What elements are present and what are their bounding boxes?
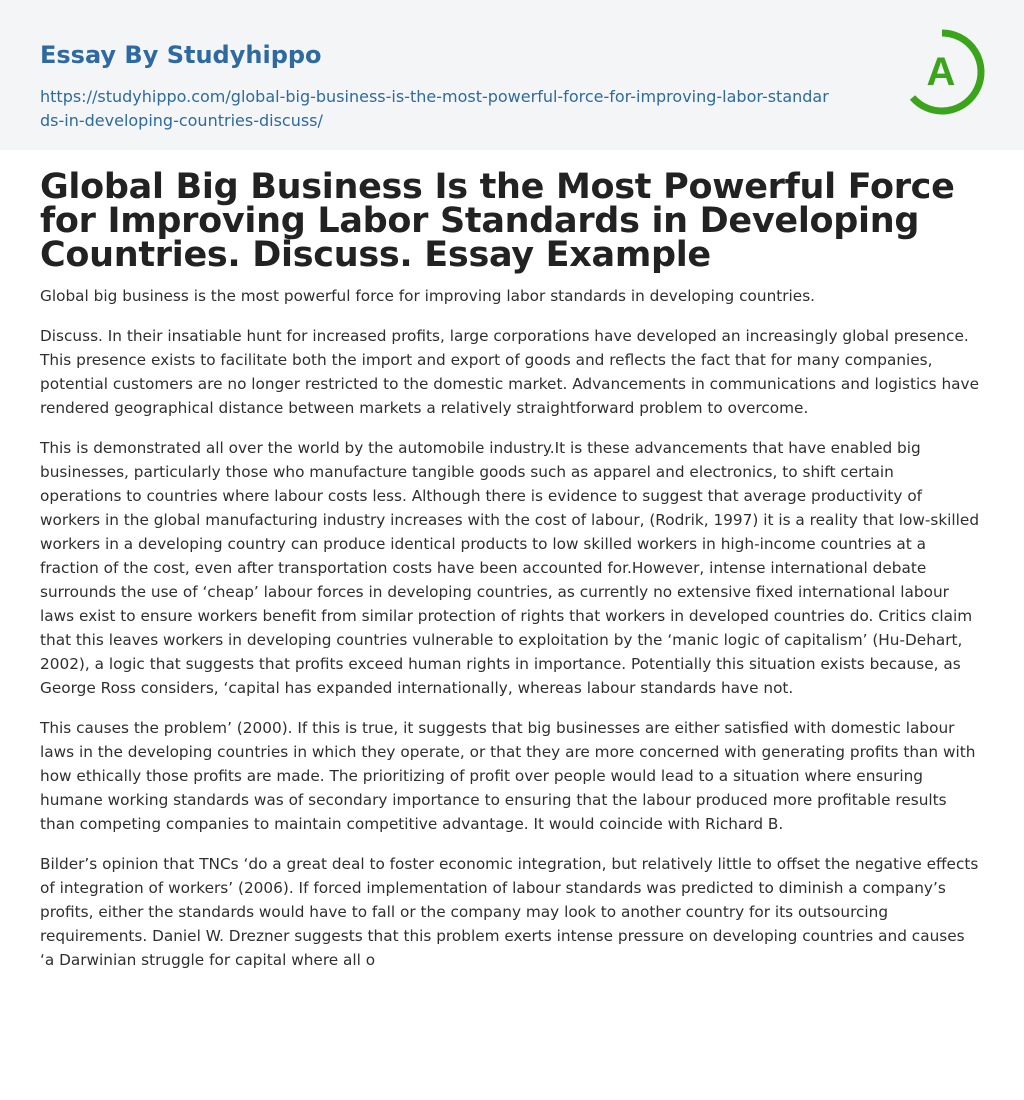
brand-title: Essay By Studyhippo <box>40 41 322 69</box>
logo-letter: A <box>926 50 956 94</box>
source-url-link[interactable]: https://studyhippo.com/global-big-business-is-the-most-powerful-force-for-improving-labor-standards-in-developing-countries-discuss/ <box>40 87 829 130</box>
logo-ring-icon <box>898 28 986 116</box>
paragraph-4: This causes the problem’ (2000). If this is true, it suggests that big businesses are either satisfied with domestic labour laws in the developing countries in which they operate, or that they are more concerned with generating profits than with how ethically those profits are made. The prioritizing of profit over people would lead to a situation where ensuring humane working standards was of secondary importance to ensuring that the labour produced more profitable results than competing companies to maintain competitive advantage. It would coincide with Richard B. <box>40 719 976 833</box>
paragraph-1: Global big business is the most powerful force for improving labor standards in developing countries. <box>40 287 816 305</box>
article-content <box>0 150 1024 972</box>
studyhippo-logo-icon[interactable] <box>898 28 986 116</box>
article-title: Global Big Business Is the Most Powerful Force for Improving Labor Standards in Developing Countries. Discuss. Essay Example <box>40 167 955 275</box>
page-header <box>0 0 1024 150</box>
paragraph-2: Discuss. In their insatiable hunt for increased profits, large corporations have developed an increasingly global presence. This presence exists to facilitate both the import and export of goods and reflects the fact that for many companies, potential customers are no longer restricted to the domestic market. Advancements in communications and logistics have rendered geographical distance between markets a relatively straightforward problem to overcome. <box>40 327 980 417</box>
paragraph-3: This is demonstrated all over the world by the automobile industry.It is these advancements that have enabled big businesses, particularly those who manufacture tangible goods such as apparel and electronics, to shift certain operations to countries where labour costs less. Although there is evidence to suggest that average productivity of workers in the global manufacturing industry increases with the cost of labour, (Rodrik, 1997) it is a reality that low-skilled workers in a developing country can produce identical products to low skilled workers in high-income countries at a fraction of the cost, even after transportation costs have been accounted for.However, intense international debate surrounds the use of ‘cheap’ labour forces in developing countries, as currently no extensive fixed international labour laws exist to ensure workers benefit from similar protection of rights that workers in developed countries do. Critics claim that this leaves workers in developing countries vulnerable to exploitation by the ‘manic logic of capitalism’ (Hu-Dehart, 2002), a logic that suggests that profits exceed human rights in importance. Potentially this situation exists because, as George Ross considers, ‘capital has expanded internationally, whereas labour standards have not. <box>40 439 980 697</box>
paragraph-5: Bilder’s opinion that TNCs ‘do a great deal to foster economic integration, but relatively little to offset the negative effects of integration of workers’ (2006). If forced implementation of labour standards was predicted to diminish a company’s profits, either the standards would have to fall or the company may look to another country for its outsourcing requirements. Daniel W. Drezner suggests that this problem exerts intense pressure on developing countries and causes ‘a Darwinian struggle for capital where all o <box>40 855 979 969</box>
